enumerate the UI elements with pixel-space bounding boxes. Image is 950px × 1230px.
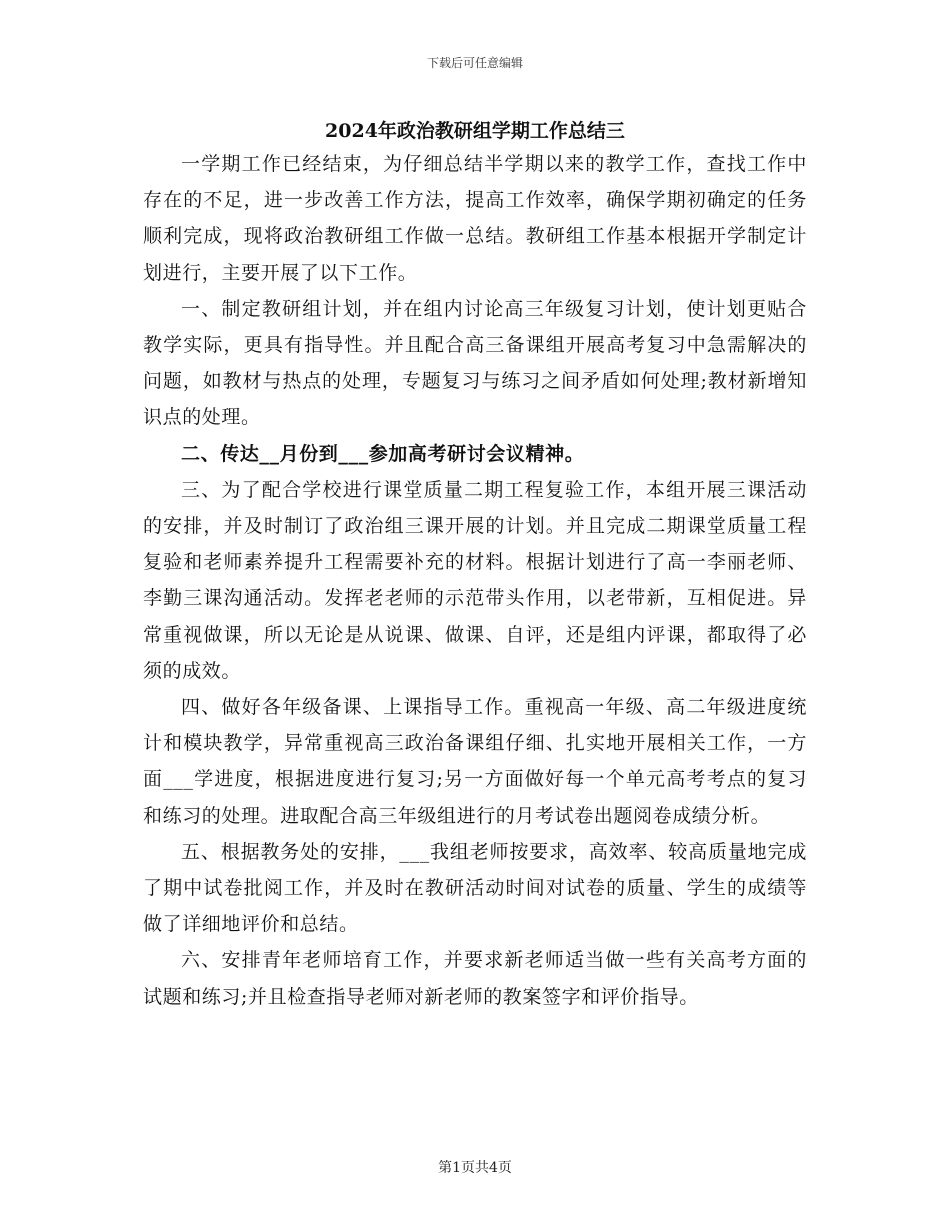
paragraph-intro: 一学期工作已经结束，为仔细总结半学期以来的教学工作，查找工作中存在的不足，进一步改善工作方法，提高工作效率，确保学期初确定的任务顺利完成，现将政治教研组工作做一总结。教研组工作基本根据开学制定计划进行，主要开展了以下工作。 xyxy=(143,153,807,284)
paragraph-item-2: 二、传达__月份到___参加高考研讨会议精神。 xyxy=(181,442,585,465)
paragraph-item-1: 一、制定教研组计划，并在组内讨论高三年级复习计划，使计划更贴合教学实际，更具有指导性。并且配合高三备课组开展高考复习中急需解决的问题，如教材与热点的处理，专题复习与练习之间矛盾如何处理;教材新增知识点的处理。 xyxy=(143,297,807,429)
paragraph-item-3: 三、为了配合学校进行课堂质量二期工程复验工作，本组开展三课活动的安排，并及时制订了政治组三课开展的计划。并且完成二期课堂质量工程复验和老师素养提升工程需要补充的材料。根据计划进行了高一李丽老师、李勤三课沟通活动。发挥老老师的示范带头作用，以老带新，互相促进。异常重视做课，所以无论是从说课、做课、自评，还是组内评课，都取得了必须的成效。 xyxy=(143,478,807,682)
paragraph-item-4: 四、做好各年级备课、上课指导工作。重视高一年级、高二年级进度统计和模块教学，异常重视高三政治备课组仔细、扎实地开展相关工作，一方面___学进度，根据进度进行复习;另一方面做好每一个单元高考考点的复习和练习的处理。进取配合高三年级组进行的月考试卷出题阅卷成绩分析。 xyxy=(143,696,807,827)
page-number-footer: 第1页共4页 xyxy=(438,1160,512,1176)
paragraph-item-6: 六、安排青年老师培育工作，并要求新老师适当做一些有关高考方面的试题和练习;并且检查指导老师对新老师的教案签字和评价指导。 xyxy=(143,949,807,1008)
document-body xyxy=(143,146,807,1015)
document-title: 2024年政治教研组学期工作总结三 xyxy=(325,120,625,142)
header-note: 下载后可任意编辑 xyxy=(426,56,523,70)
paragraph-item-5: 五、根据教务处的安排，___我组老师按要求，高效率、较高质量地完成了期中试卷批阅工作，并及时在教研活动时间对试卷的质量、学生的成绩等做了详细地评价和总结。 xyxy=(143,840,807,936)
